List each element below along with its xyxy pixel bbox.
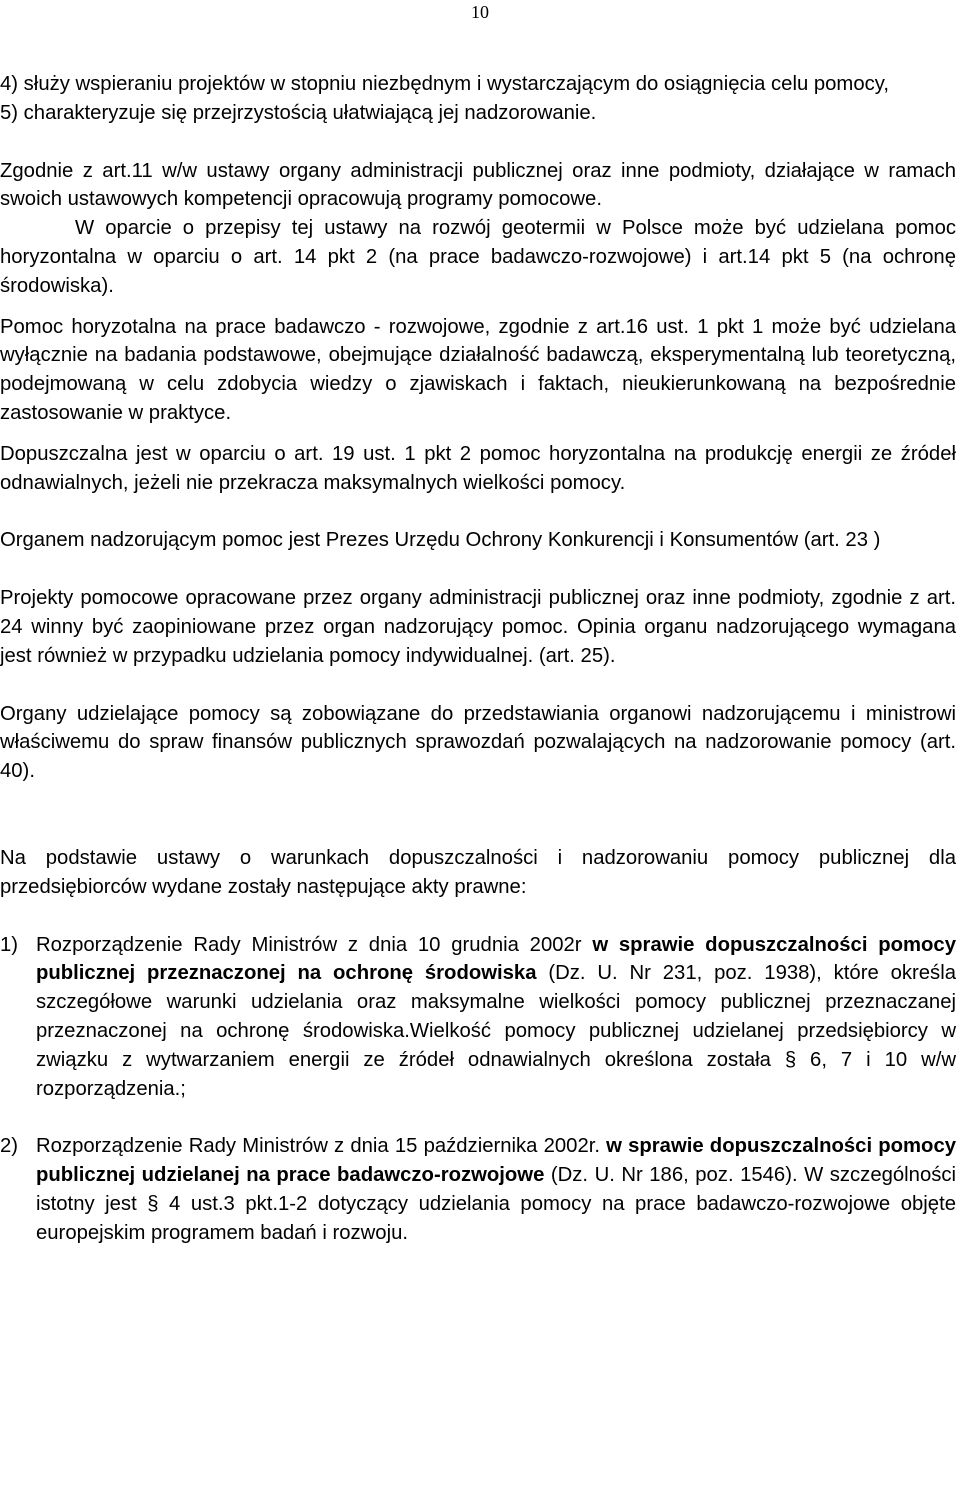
paragraph: Pomoc horyzotalna na prace badawczo - rozwojowe, zgodnie z art.16 ust. 1 pkt 1 może być udzielana wyłącznie na badania podstawowe, obejmujące działalność badawczą, eksperymentalną lub teoretyczną, podejmowaną w celu zdobycia wiedzy o zjawiskach i faktach, nieukierunkowaną na bezpośrednie zastosowanie w praktyce. — [0, 315, 956, 424]
list-rest: (Dz. U. Nr 186, poz. 1546). W szczególności istotny jest § 4 ust.3 pkt.1-2 dotyczący udzielania pomocy na prace badawczo-rozwojowe objęte europejskim programem badań i rozwoju. — [36, 1164, 957, 1244]
list-number: 1) — [0, 933, 19, 956]
list-text — [36, 931, 956, 1104]
paragraph: Projekty pomocowe opracowane przez organy administracji publicznej oraz inne podmioty, zgodnie z art. 24 winny być zaopiniowane przez organ nadzorujący pomoc. Opinia organu nadzorującego wymagana jest również w przypadku udzielania pomocy indywidualnej. (art. 25). — [0, 587, 956, 667]
list-bold-title: w sprawie dopuszczalności pomocy publicznej udzielanej na prace badawczo-rozwojowe — [36, 1135, 957, 1187]
paragraph: Organem nadzorującym pomoc jest Prezes Urzędu Ochrony Konkurencji i Konsumentów (art. 23 ) — [0, 529, 881, 552]
paragraph: W oparcie o przepisy tej ustawy na rozwój geotermii w Polsce może być udzielana pomoc horyzontalna w oparciu o art. 14 pkt 2 (na prace badawczo-rozwojowe) i art.14 pkt 5 (na ochronę środowiska). — [0, 217, 956, 297]
list-lead: Rozporządzenie Rady Ministrów z dnia 15 października 2002r. — [36, 1135, 600, 1158]
paragraph: Zgodnie z art.11 w/w ustawy organy administracji publicznej oraz inne podmioty, działające w ramach swoich ustawowych kompetencji opracowują programy pomocowe. — [0, 159, 956, 211]
paragraph: Organy udzielające pomocy są zobowiązane do przedstawiania organowi nadzorującemu i ministrowi właściwemu do spraw finansów publicznych sprawozdań pozwalających na nadzorowanie pomocy (art. 40). — [0, 702, 956, 783]
paragraph: 4) służy wspieraniu projektów w stopniu niezbędnym i wystarczającym do osiągnięcia celu pomocy, — [0, 73, 890, 95]
list-item — [0, 931, 956, 1104]
list-number: 2) — [0, 1135, 19, 1158]
paragraph: 5) charakteryzuje się przejrzystością ułatwiającą jej nadzorowanie. — [0, 101, 597, 124]
paragraph: Na podstawie ustawy o warunkach dopuszczalności i nadzorowaniu pomocy publicznej dla przedsiębiorców wydane zostały następujące akty prawne: — [0, 846, 956, 898]
paragraph: Dopuszczalna jest w oparciu o art. 19 ust. 1 pkt 2 pomoc horyzontalna na produkcję energii ze źródeł odnawialnych, jeżeli nie przekracza maksymalnych wielkości pomocy. — [0, 442, 956, 494]
list-bold-title: w sprawie dopuszczalności pomocy publicznej przeznaczonej na ochronę środowiska — [36, 933, 956, 985]
list-rest: (Dz. U. Nr 231, poz. 1938), które określa szczegółowe warunki udzielania oraz maksymalne wielkości pomocy publicznej przeznaczanej przeznaczonej na ochronę środowiska.Wielkość pomocy publicznej udzielanej przedsiębiorcy w związku z wytwarzaniem energii ze źródeł odnawialnych określona została § 6, 7 i 10 w/w rozporządzenia.; — [36, 962, 956, 1100]
list-lead: Rozporządzenie Rady Ministrów z dnia 10 grudnia 2002r — [36, 933, 582, 956]
list-text — [36, 1132, 956, 1247]
list-item — [0, 1132, 956, 1247]
document-body — [0, 70, 956, 1248]
page-number: 10 — [471, 2, 489, 22]
